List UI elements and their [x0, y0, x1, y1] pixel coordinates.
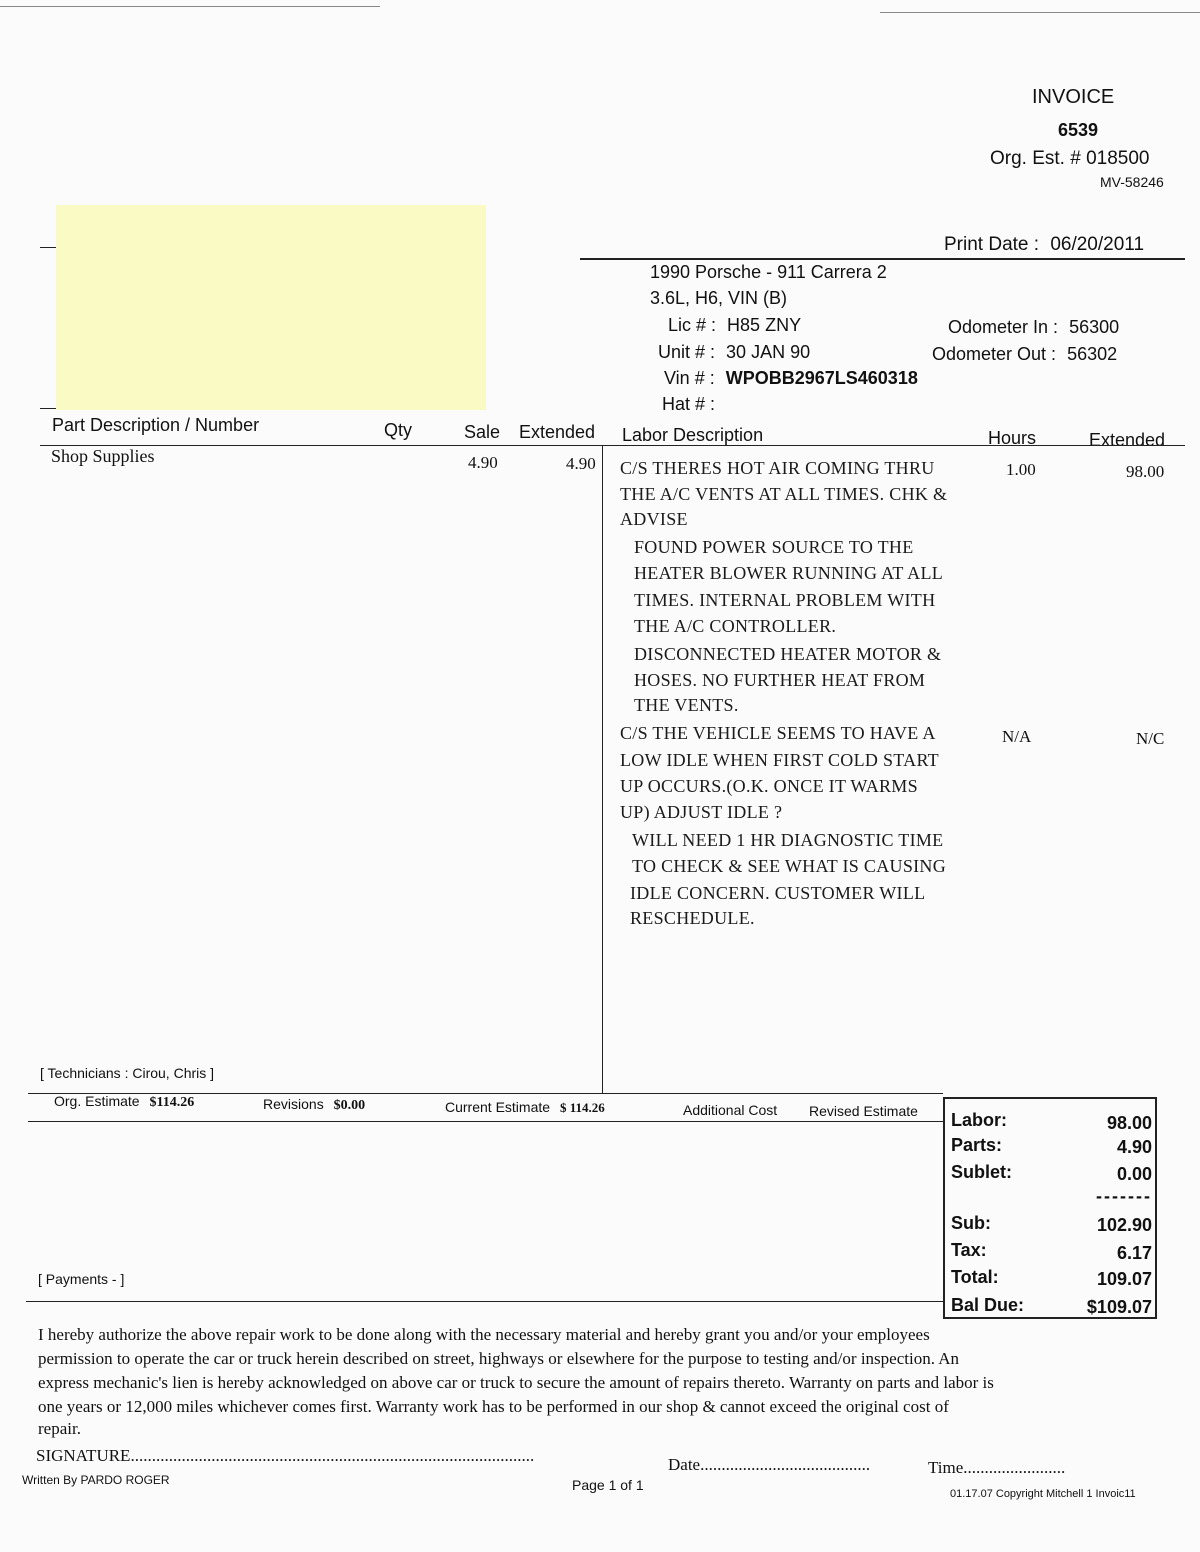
vin-row	[664, 368, 918, 389]
org-estimate-number	[990, 148, 1150, 170]
totals-bal-due-value: $109.07	[1086, 1297, 1152, 1317]
totals-sublet-label: Sublet:	[951, 1162, 1012, 1182]
labor-2-complaint-line: UP) ADJUST IDLE ?	[620, 802, 783, 822]
totals-separator: -------	[1096, 1186, 1152, 1206]
time-field[interactable]: Time........................	[928, 1458, 1066, 1477]
labor-1-correction-line: DISCONNECTED HEATER MOTOR &	[634, 644, 942, 664]
parts-row-description: Shop Supplies	[51, 446, 155, 466]
labor-1-extended: 98.00	[1126, 462, 1165, 481]
labor-header-description: Labor Description	[622, 425, 764, 445]
labor-1-complaint-line: THE A/C VENTS AT ALL TIMES. CHK &	[620, 484, 948, 504]
print-date	[944, 234, 1144, 256]
authorization-line: I hereby authorize the above repair work to be done along with the necessary material and hereby grant you and/or your employees	[38, 1325, 930, 1344]
payments-rule	[26, 1301, 943, 1302]
authorization-line: permission to operate the car or truck herein described on street, highways or elsewhere for the purpose to testing and/or inspection. An	[38, 1349, 960, 1368]
labor-1-complaint-line: ADVISE	[620, 509, 688, 529]
mv-number: MV-58246	[1100, 174, 1164, 190]
odometer-in-value: 56300	[1069, 317, 1120, 337]
odometer-in-label: Odometer In :	[948, 317, 1059, 337]
totals-labor-value: 98.00	[1106, 1113, 1152, 1133]
scan-edge-top-right	[880, 12, 1200, 13]
labor-1-correction-line: FOUND POWER SOURCE TO THE	[634, 537, 914, 557]
parts-header-description: Part Description / Number	[52, 415, 260, 435]
totals-bal-due-label: Bal Due:	[951, 1295, 1025, 1315]
parts-header-sale: Sale	[464, 422, 501, 442]
vin-label: Vin # :	[664, 368, 715, 388]
parts-header-extended: Extended	[519, 422, 596, 442]
totals-sub-value: 102.90	[1096, 1215, 1152, 1235]
estimate-bar-rule-bottom	[28, 1121, 943, 1122]
labor-header-hours: Hours	[988, 428, 1037, 448]
totals-sub-label: Sub:	[951, 1213, 991, 1233]
current-estimate-value: $ 114.26	[559, 1100, 605, 1115]
vehicle-model: 1990 Porsche - 911 Carrera 2	[650, 262, 887, 282]
totals-parts-label: Parts:	[951, 1135, 1003, 1155]
unit-label: Unit # :	[658, 342, 716, 362]
totals-tax-value: 6.17	[1116, 1243, 1152, 1263]
payments: [ Payments - ]	[38, 1271, 125, 1287]
written-by: Written By PARDO ROGER	[22, 1473, 170, 1487]
current-estimate	[445, 1099, 605, 1116]
date-field[interactable]: Date........................................	[668, 1455, 871, 1474]
revisions-label: Revisions	[263, 1096, 324, 1112]
labor-2-complaint-line: C/S THE VEHICLE SEEMS TO HAVE A	[620, 723, 936, 743]
org-est-value: 018500	[1086, 148, 1150, 169]
totals-tax-label: Tax:	[951, 1240, 987, 1260]
scan-edge-top-left	[0, 6, 380, 7]
labor-1-correction-line: THE VENTS.	[634, 695, 739, 715]
invoice-number: 6539	[1058, 120, 1099, 140]
labor-2-hours: N/A	[1002, 727, 1032, 746]
hat-row	[662, 394, 715, 415]
vehicle-engine: 3.6L, H6, VIN (B)	[650, 288, 788, 308]
labor-1-complaint-line: C/S THERES HOT AIR COMING THRU	[620, 458, 935, 478]
additional-cost-label: Additional Cost	[683, 1102, 778, 1118]
authorization-line: express mechanic's lien is hereby acknowledged on above car or truck to secure the amount of repairs thereto. Warranty on parts and labor is	[38, 1373, 994, 1392]
labor-2-correction-line: TO CHECK & SEE WHAT IS CAUSING	[632, 856, 947, 876]
odometer-out-label: Odometer Out :	[932, 344, 1057, 364]
lic-label: Lic # :	[668, 315, 717, 335]
org-est-label: Org. Est. #	[990, 148, 1081, 169]
revisions	[263, 1096, 365, 1114]
labor-2-extended: N/C	[1136, 729, 1165, 748]
org-estimate	[54, 1093, 194, 1111]
org-estimate-label: Org. Estimate	[54, 1093, 140, 1109]
org-estimate-value: $114.26	[149, 1095, 195, 1110]
authorization-line: one years or 12,000 miles whichever comes first. Warranty work has to be performed in our shop & cannot exceed the original cost of	[38, 1397, 949, 1416]
vin-value: WPOBB2967LS460318	[725, 368, 918, 388]
labor-2-complaint-line: UP OCCURS.(O.K. ONCE IT WARMS	[620, 776, 918, 796]
revisions-value: $0.00	[333, 1098, 366, 1113]
labor-1-correction-line: HOSES. NO FURTHER HEAT FROM	[634, 670, 926, 690]
totals-total-label: Total:	[951, 1267, 999, 1287]
hat-label: Hat # :	[662, 394, 716, 414]
technicians: [ Technicians : Cirou, Chris ]	[40, 1065, 215, 1081]
parts-header-qty: Qty	[384, 420, 413, 440]
parts-row-sale: 4.90	[468, 453, 498, 472]
totals-parts-value: 4.90	[1116, 1137, 1152, 1157]
print-date-value: 06/20/2011	[1050, 234, 1145, 255]
customer-block-rule-bottom	[40, 408, 56, 409]
revised-estimate-label: Revised Estimate	[809, 1103, 918, 1119]
document-type: INVOICE	[1032, 86, 1115, 108]
labor-1-correction-line: TIMES. INTERNAL PROBLEM WITH	[634, 590, 936, 610]
labor-1-correction-line: HEATER BLOWER RUNNING AT ALL	[634, 563, 944, 583]
customer-block-rule-top	[40, 247, 56, 248]
signature-field[interactable]: SIGNATURE...............................................................................................	[36, 1446, 535, 1465]
labor-1-hours: 1.00	[1006, 460, 1036, 479]
labor-1-correction-line: THE A/C CONTROLLER.	[634, 616, 837, 636]
odometer-out	[932, 344, 1117, 365]
odometer-in	[948, 317, 1119, 338]
redacted-customer-info	[56, 205, 486, 410]
current-estimate-label: Current Estimate	[445, 1099, 551, 1115]
authorization-line: repair.	[38, 1419, 81, 1438]
labor-2-correction-line: RESCHEDULE.	[630, 908, 755, 928]
table-header-rule	[40, 445, 1185, 446]
totals-labor-label: Labor:	[951, 1110, 1007, 1130]
totals-sublet-value: 0.00	[1116, 1164, 1152, 1184]
print-date-label: Print Date :	[944, 234, 1040, 255]
parts-row-extended: 4.90	[566, 454, 596, 473]
lic-value: H85 ZNY	[727, 315, 802, 335]
unit-row	[658, 342, 810, 363]
lic-row	[668, 315, 801, 336]
odometer-out-value: 56302	[1067, 344, 1118, 364]
copyright: 01.17.07 Copyright Mitchell 1 Invoic11	[950, 1488, 1136, 1500]
labor-header-extended: Extended	[1089, 430, 1166, 450]
page-number: Page 1 of 1	[572, 1477, 644, 1493]
labor-2-correction-line: IDLE CONCERN. CUSTOMER WILL	[630, 883, 926, 903]
labor-2-complaint-line: LOW IDLE WHEN FIRST COLD START	[620, 750, 939, 770]
parts-labor-divider	[602, 445, 603, 1093]
totals-total-value: 109.07	[1096, 1269, 1152, 1289]
labor-2-correction-line: WILL NEED 1 HR DIAGNOSTIC TIME	[632, 830, 944, 850]
unit-value: 30 JAN 90	[726, 342, 811, 362]
vehicle-block-rule	[580, 258, 1185, 260]
